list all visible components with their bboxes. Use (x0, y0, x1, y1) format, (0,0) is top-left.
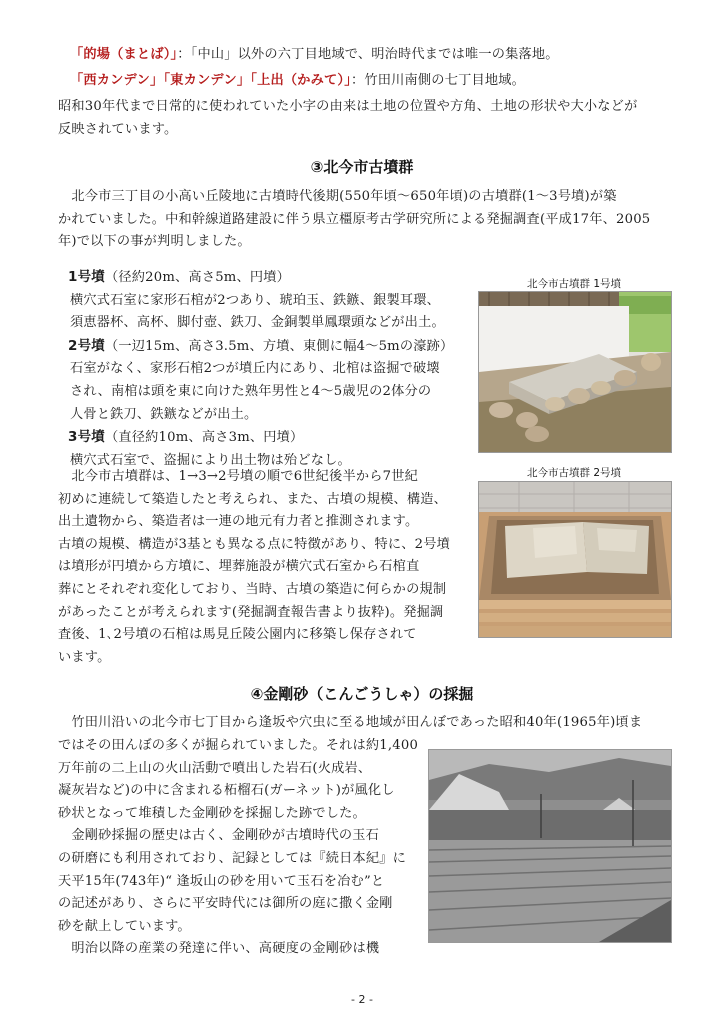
section3-summary (58, 466, 450, 669)
tumuli-list (68, 266, 468, 472)
section4-line: 砂状となって堆積した金剛砂を採掘した跡でした。 (58, 805, 366, 821)
tumulus-desc-line: され、南棺は頭を東に向けた熟年男性と4～5歳児の2体分の (70, 383, 432, 399)
section3-intro (58, 186, 650, 254)
section4-line: ではその田んぼの多くが掘られていました。それは約1,400 (58, 738, 419, 753)
tumulus-desc-line: 横穴式石室に家形石棺が2つあり、琥珀玉、鉄鏃、銀製耳環、 (70, 292, 441, 308)
tumulus-1 (68, 266, 468, 335)
intro-term-1: 「的場（まとば）」 (70, 47, 178, 62)
intro-paragraph (58, 96, 637, 141)
intro-term-2: 「西カンデン」「東カンデン」「上出（かみて）」 (70, 73, 351, 88)
summary-line: があったことが考えられます(発掘調査報告書より抜粋)。発掘調 (58, 604, 444, 620)
tumulus-spec: （直径約10m、高さ3m、円墳） (105, 430, 304, 446)
photo1-caption: 北今市古墳群 1号墳 (526, 278, 622, 290)
summary-line: 出土遺物から、築造者は一連の地元有力者と推測されます。 (58, 514, 419, 530)
section4-line: の研磨にも利用されており、記録としては『続日本紀』に (58, 850, 407, 866)
tumulus-2-photo (478, 481, 672, 638)
section4-title: ④金剛砂（こんごうしゃ）の採掘 (250, 685, 474, 703)
photo2-caption: 北今市古墳群 2号墳 (526, 467, 622, 479)
page-number: - 2 - (351, 993, 373, 1006)
section3-title: ③北今市古墳群 (310, 158, 414, 176)
intro-desc-2: 竹田川南側の七丁目地域。 (364, 73, 526, 88)
mining-historic-photo (428, 749, 672, 943)
tumulus-desc-line: 石室がなく、家形石棺2つが墳丘内にあり、北棺は盗掘で破壊 (70, 361, 440, 377)
section4-line: 凝灰岩など)の中に含まれる柘榴石(ガーネット)が風化し (58, 783, 395, 799)
tumulus-name: 1号墳 (68, 269, 105, 285)
summary-line: 初めに連続して築造したと考えられ、また、古墳の規模、構造、 (58, 491, 448, 507)
section4-line: 砂を献上しています。 (58, 918, 191, 934)
section3-intro-line: 北今市三丁目の小高い丘陵地に古墳時代後期(550年頃～650年頃)の古墳群(1～3号墳)が築 (58, 189, 617, 204)
tumulus-desc-line: 人骨と鉄刀、鉄鏃などが出土。 (70, 406, 258, 422)
intro-sep-1: ： (177, 47, 191, 62)
tumulus-desc-line: 須恵器杯、高杯、脚付壺、鉄刀、金銅製単鳳環頭などが出土。 (70, 315, 445, 331)
section4-line: 金剛砂採掘の歴史は古く、金剛砂が古墳時代の玉石 (58, 828, 380, 844)
intro-desc-1: 「中山」以外の六丁目地域で、明治時代までは唯一の集落地。 (190, 47, 559, 62)
tumulus-desc-line: 横穴式石室で、盗掘により出土物は殆どなし。 (70, 452, 351, 468)
section4-line: 万年前の二上山の火山活動で噴出した岩石(火成岩、 (58, 760, 372, 776)
tumulus-name: 3号墳 (68, 429, 105, 446)
intro-line-2 (70, 70, 525, 93)
section3-intro-line: 年)で以下の事が判明しました。 (58, 234, 251, 250)
summary-line: は墳形が円墳から方墳に、埋葬施設が横穴式石室から石棺直 (58, 559, 420, 575)
section4-line: 天平15年(743年)“ 逢坂山の砂を用いて玉石を冶む”と (58, 873, 385, 889)
summary-line: います。 (58, 649, 111, 665)
tumulus-spec: （一辺15m、高さ3.5m、方墳、東側に幅4～5mの濠跡） (105, 338, 454, 354)
intro-line-1 (70, 44, 559, 67)
summary-line: 葬にとそれぞれ変化しており、当時、古墳の築造に何らかの規制 (58, 581, 447, 597)
tumulus-2 (68, 335, 468, 426)
section4-line: の記述があり、さらに平安時代には御所の庭に撒く金剛 (58, 896, 393, 912)
tumulus-name: 2号墳 (68, 337, 105, 354)
section3-intro-line: かれていました。中和幹線道路建設に伴う県立橿原考古学研究所による発掘調査(平成17年、2005 (58, 211, 651, 227)
section4-first-line: 竹田川沿いの北今市七丁目から逢坂や穴虫に至る地域が田んぼであった昭和40年(1965年)頃ま (58, 715, 643, 730)
intro-para-line: 昭和30年代まで日常的に使われていた小字の由来は土地の位置や方角、土地の形状や大小などが (58, 99, 638, 114)
tumulus-spec: （径約20m、高さ5m、円墳） (105, 270, 291, 285)
summary-line: 北今市古墳群は、1→3→2号墳の順で6世紀後半から7世紀 (58, 469, 418, 484)
tumulus-1-photo (478, 291, 672, 453)
section4-line: 明治以降の産業の発達に伴い、高硬度の金剛砂は機 (58, 941, 380, 957)
section4-body (58, 735, 418, 961)
summary-line: 査後、1､2号墳の石棺は馬見丘陵公園内に移築し保存されて (58, 627, 417, 643)
summary-line: 古墳の規模、構造が3基とも異なる点に特徴があり、特に、2号墳 (58, 536, 451, 552)
intro-sep-2: ： (350, 73, 365, 88)
intro-para-line: 反映されています。 (58, 121, 178, 137)
